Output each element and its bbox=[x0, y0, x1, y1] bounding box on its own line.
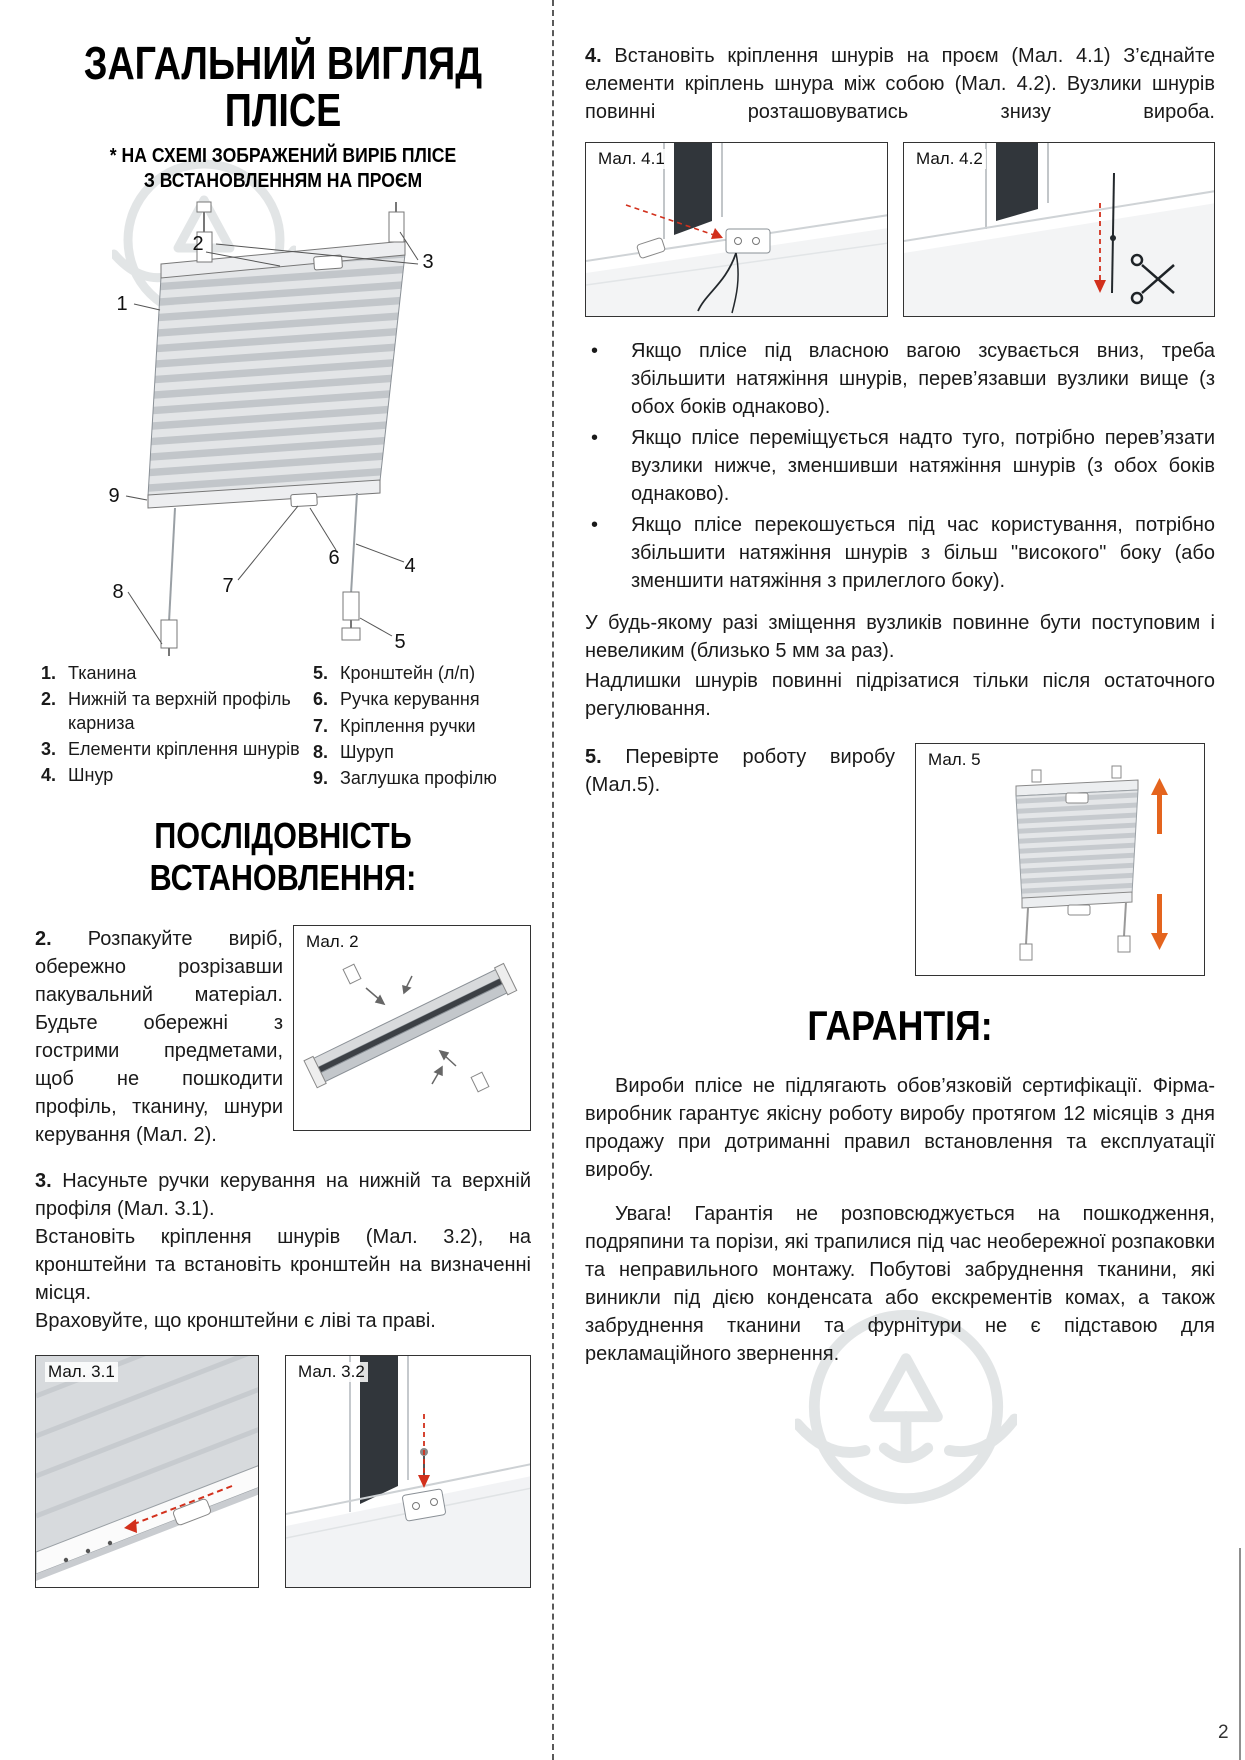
step-3-paragraph: Встановіть кріплення шнурів (Мал. 3.2), на кронштейни та встановіть кронштейн на визначенні місця. bbox=[35, 1225, 531, 1304]
step-3-paragraph: Враховуйте, що кронштейни є ліві та праві. bbox=[35, 1309, 436, 1332]
page-number: 2 bbox=[1218, 1722, 1229, 1743]
blind-overview-diagram bbox=[48, 198, 518, 658]
svg-text:4: 4 bbox=[404, 554, 416, 577]
bullet-item: • Якщо плісе під власною вагою зсувається вниз, треба збільшити натяжіння шнурів, перев’язавши вузлики вище (з обох боків однаково). bbox=[591, 340, 1215, 418]
figure-3-1-label: Мал. 3.1 bbox=[45, 1362, 118, 1382]
page-subtitle: * НА СХЕМІ ЗОБРАЖЕНИЙ ВИРІБ ПЛІСЕ З ВСТАНОВЛЕННЯМ НА ПРОЄМ bbox=[109, 144, 457, 192]
figure-4-2-label: Мал. 4.2 bbox=[913, 149, 986, 169]
figure-4-2 bbox=[903, 142, 1215, 317]
step-3-paragraph: 3. Насуньте ручки керування на нижній та верхній профіля (Мал. 3.1). bbox=[35, 1169, 531, 1220]
page-title: ЗАГАЛЬНИЙ ВИГЛЯД ПЛІСЕ bbox=[83, 37, 483, 136]
pleated-blind-diagram bbox=[48, 198, 518, 658]
cord-fixing-diagram bbox=[586, 143, 888, 317]
legend-item: 7. Кріплення ручки bbox=[313, 715, 476, 736]
svg-text:3: 3 bbox=[422, 250, 434, 273]
packed-blind-diagram bbox=[294, 926, 531, 1131]
column-divider bbox=[552, 0, 554, 1760]
svg-text:5: 5 bbox=[394, 630, 406, 653]
svg-text:6: 6 bbox=[328, 546, 340, 569]
arrow-up-icon bbox=[1151, 778, 1168, 834]
svg-text:2: 2 bbox=[192, 232, 204, 255]
warranty-paragraph: Вироби плісе не підлягають обов’язковій сертифікації. Фірма-виробник гарантує якісну роботу виробу протягом 12 місяців з дня продажу при дотриманні правил встановлення та експлуатації виробу. bbox=[585, 1075, 1215, 1181]
bullet-item: • Якщо плісе перекошується під час користування, потрібно збільшити натяжіння шнурів з більш "високого" боку (або зменшити натяжіння з прилеглого боку). bbox=[591, 514, 1215, 592]
right-column bbox=[585, 0, 1215, 1368]
svg-text:9: 9 bbox=[108, 484, 120, 507]
adjustment-bullet-list bbox=[585, 337, 1215, 595]
step-3-block bbox=[35, 1167, 531, 1335]
figure-4-1 bbox=[585, 142, 888, 317]
step-4-paragraph: 4. Встановіть кріплення шнурів на проєм (Мал. 4.1) З’єднайте елементи кріплень шнура між собою (Мал. 4.2). Вузлики шнурів повинні розташовуватись знизу вироба. bbox=[585, 45, 1215, 123]
legend-item: 1. Тканина bbox=[41, 662, 137, 683]
legend-item: 4. Шнур bbox=[41, 765, 114, 786]
legend-item: 9. Заглушка профілю bbox=[313, 768, 497, 789]
installation-sequence-title: ПОСЛІДОВНІСТЬ ВСТАНОВЛЕННЯ: bbox=[149, 814, 417, 898]
figure-3-1 bbox=[35, 1355, 259, 1588]
figure-5 bbox=[915, 743, 1205, 976]
diagram-legend bbox=[35, 662, 531, 791]
bracket-screw-diagram bbox=[286, 1356, 531, 1588]
left-column bbox=[35, 0, 531, 1588]
figure-2 bbox=[293, 925, 531, 1131]
figure-2-label: Мал. 2 bbox=[303, 932, 362, 952]
adjustment-note-paragraph: Надлишки шнурів повинні підрізатися тільки після остаточного регулювання. bbox=[585, 670, 1215, 720]
operation-check-diagram bbox=[916, 744, 1205, 976]
page-edge-line bbox=[1239, 1548, 1241, 1760]
handle-slide-diagram bbox=[36, 1356, 259, 1588]
svg-text:8: 8 bbox=[112, 580, 124, 603]
legend-item: 5. Кронштейн (л/п) bbox=[313, 662, 476, 683]
cord-trim-diagram bbox=[904, 143, 1215, 317]
legend-item: 8. Шуруп bbox=[313, 741, 394, 762]
svg-text:1: 1 bbox=[116, 292, 128, 315]
legend-item: 3. Елементи кріплення шнурів bbox=[41, 738, 300, 759]
step-2-paragraph: 2. Розпакуйте виріб, обережно розрізавши пакувальний матеріал. Будьте обережні з гострими предметами, щоб не пошкодити профіль, тканину, шнури керування (Мал. 2). bbox=[35, 927, 283, 1146]
figure-3-2-label: Мал. 3.2 bbox=[295, 1362, 368, 1382]
figure-4-1-label: Мал. 4.1 bbox=[595, 149, 668, 169]
bullet-item: • Якщо плісе переміщується надто туго, потрібно перев’язати вузлики нижче, зменшивши натяжіння шнурів (з обох боків однаково). bbox=[591, 427, 1215, 505]
figure-5-label: Мал. 5 bbox=[925, 750, 984, 770]
arrow-down-icon bbox=[1151, 894, 1168, 950]
legend-item: 2. Нижній та верхній профіль карниза bbox=[41, 689, 291, 733]
figure-3-2 bbox=[285, 1355, 531, 1588]
warranty-title: ГАРАНТІЯ: bbox=[807, 1002, 993, 1049]
legend-item: 6. Ручка керування bbox=[313, 689, 480, 710]
step-5-paragraph: 5. Перевірте роботу виробу (Мал.5). bbox=[585, 746, 895, 796]
warranty-paragraph: Увага! Гарантія не розповсюджується на пошкодження, подряпини та порізи, які трапилися під час необережної розпаковки та неправильного монтажу. Побутові забруднення тканини, які виникли під дією конденсата або екскрементів комах, а також забруднення тканини та фурнітури не є підставою для рекламаційного звернення. bbox=[585, 1203, 1215, 1365]
svg-text:7: 7 bbox=[222, 574, 234, 597]
adjustment-note-paragraph: У будь-якому разі зміщення вузликів повинне бути поступовим і невеликим (близько 5 мм за раз). bbox=[585, 612, 1215, 662]
